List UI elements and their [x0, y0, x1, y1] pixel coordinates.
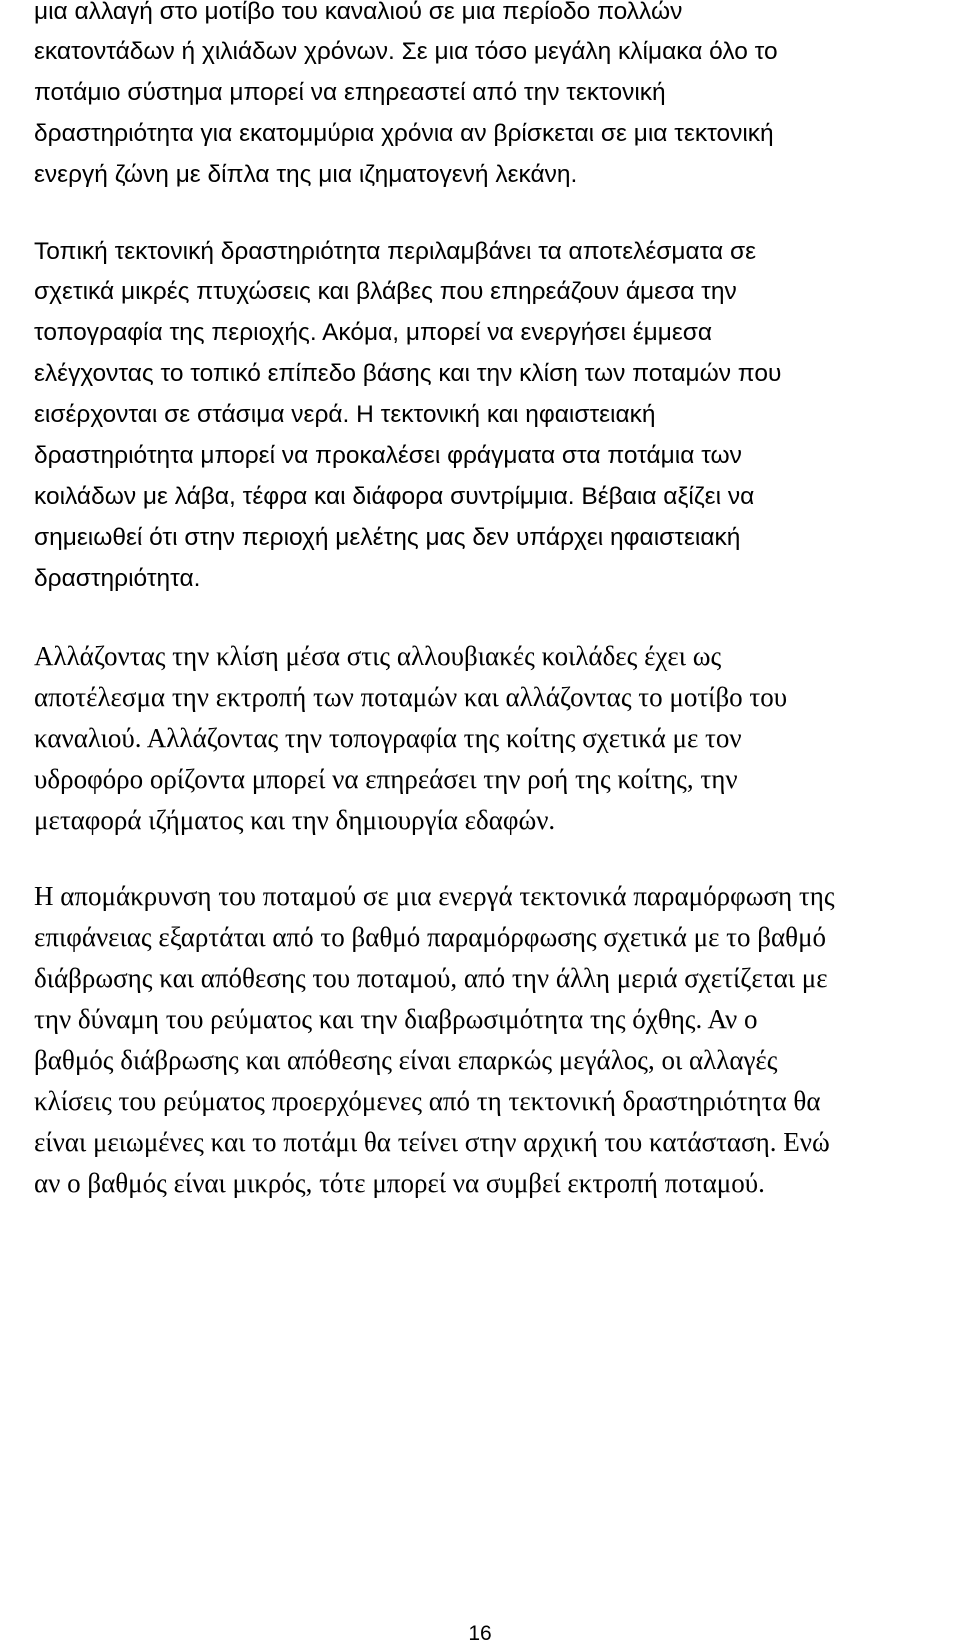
text-line: τοπογραφία της περιοχής. Ακόμα, μπορεί να ενεργήσει έμμεσα — [34, 319, 713, 346]
text-line: δραστηριότητα. — [34, 565, 201, 592]
text-line: την δύναμη του ρεύματος και την διαβρωσιμότητα της όχθης. Αν ο — [34, 1004, 758, 1034]
text-line: διάβρωσης και απόθεσης του ποταμού, από την άλλη μεριά σχετίζεται με — [34, 963, 828, 993]
text-line: σημειωθεί ότι στην περιοχή μελέτης μας δεν υπάρχει ηφαιστειακή — [34, 524, 741, 551]
text-line: ποτάμιο σύστημα μπορεί να επηρεαστεί από την τεκτονική — [34, 79, 666, 106]
text-line: κλίσεις του ρεύματος προερχόμενες από τη τεκτονική δραστηριότητα θα — [34, 1086, 821, 1116]
text-line: ελέγχοντας το τοπικό επίπεδο βάσης και την κλίση των ποταμών που — [34, 360, 782, 387]
text-line: δραστηριότητα για εκατομμύρια χρόνια αν βρίσκεται σε μια τεκτονική — [34, 120, 774, 147]
text-line: καναλιού. Αλλάζοντας την τοπογραφία της κοίτης σχετικά με τον — [34, 723, 742, 753]
text-line: εκατοντάδων ή χιλιάδων χρόνων. Σε μια τόσο μεγάλη κλίμακα όλο το — [34, 38, 778, 65]
text-line: βαθμός διάβρωσης και απόθεσης είναι επαρκώς μεγάλος, οι αλλαγές — [34, 1045, 778, 1075]
text-line: αποτέλεσμα την εκτροπή των ποταμών και αλλάζοντας το μοτίβο του — [34, 682, 788, 712]
text-line: δραστηριότητα μπορεί να προκαλέσει φράγματα στα ποτάμια των — [34, 442, 742, 469]
text-line: Τοπική τεκτονική δραστηριότητα περιλαμβάνει τα αποτελέσματα σε — [34, 238, 757, 265]
text-line: αν ο βαθμός είναι μικρός, τότε μπορεί να συμβεί εκτροπή ποταμού. — [34, 1168, 765, 1198]
text-line: κοιλάδων με λάβα, τέφρα και διάφορα συντρίμμια. Βέβαια αξίζει να — [34, 483, 755, 510]
text-line: σχετικά μικρές πτυχώσεις και βλάβες που επηρεάζουν άμεσα την — [34, 278, 737, 305]
text-line: Αλλάζοντας την κλίση μέσα στις αλλουβιακές κοιλάδες έχει ως — [34, 641, 722, 671]
text-line: υδροφόρο ορίζοντα μπορεί να επηρεάσει την ροή της κοίτης, την — [34, 764, 738, 794]
text-line: επιφάνειας εξαρτάται από το βαθμό παραμόρφωσης σχετικά με το βαθμό — [34, 922, 827, 952]
text-line: ενεργή ζώνη με δίπλα της μια ιζηματογενή λεκάνη. — [34, 161, 578, 188]
text-line: Η απομάκρυνση του ποταμού σε μια ενεργά τεκτονικά παραμόρφωση της — [34, 881, 835, 911]
page-number: 16 — [468, 1622, 492, 1645]
text-line: εισέρχονται σε στάσιμα νερά. Η τεκτονική και ηφαιστειακή — [34, 401, 656, 428]
text-line: μεταφορά ιζήματος και την δημιουργία εδαφών. — [34, 805, 556, 835]
text-line: μια αλλαγή στο μοτίβο του καναλιού σε μια περίοδο πολλών — [34, 0, 683, 25]
text-line: είναι μειωμένες και το ποτάμι θα τείνει στην αρχική του κατάσταση. Ενώ — [34, 1127, 830, 1157]
